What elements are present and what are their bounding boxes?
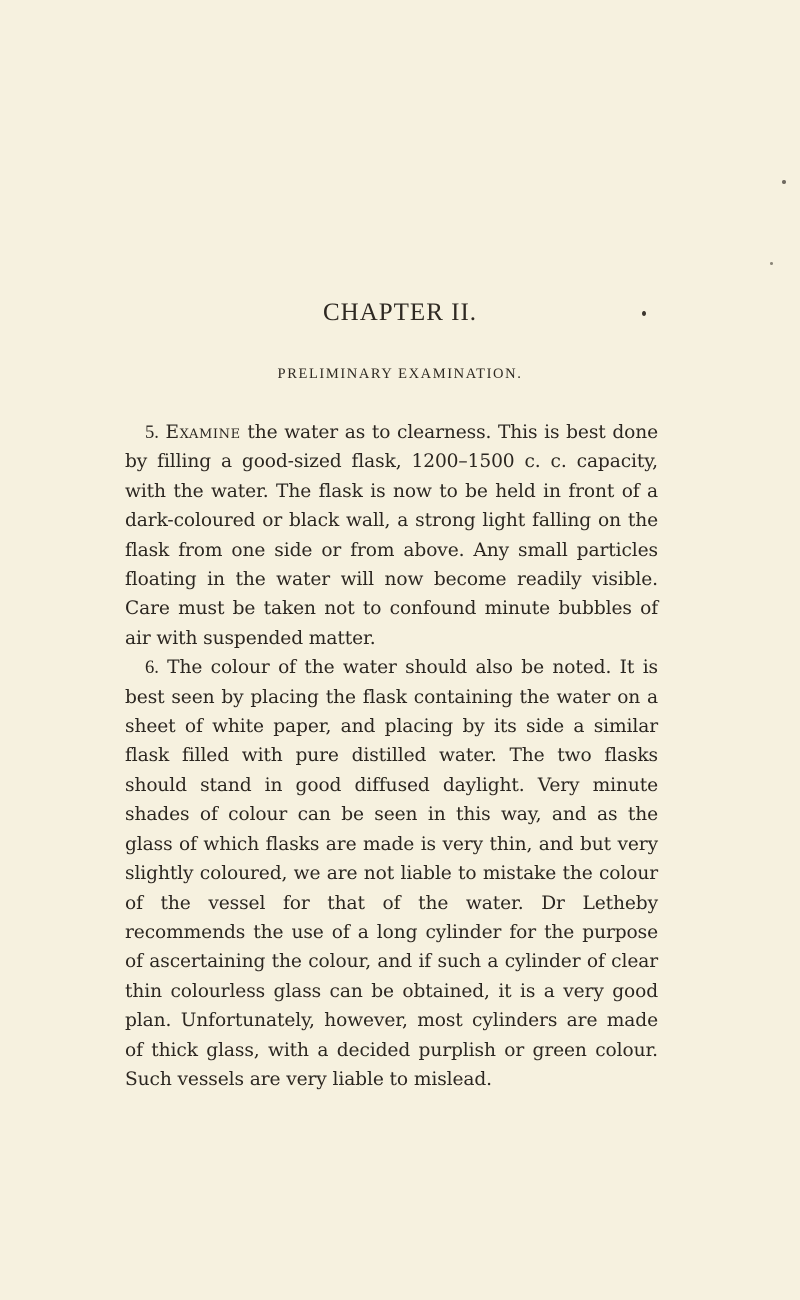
paragraph-5 — [125, 418, 658, 653]
paragraph-number: 6. — [145, 657, 159, 679]
paragraph-text: The colour of the water should also be noted. It is best seen by placing the flask containing the water on a sheet of white paper, and placing by its side a similar flask filled with pure distilled water. The two flasks should stand in good diffused daylight. Very minute shades of colour can be seen in this way, and as the glass of which flasks are made is very thin, and but very slightly coloured, we are not liable to mistake the colour of the vessel for that of the water. Dr Letheby recommends the use of a long cylinder for the purpose of ascertaining the colour, and if such a cylinder of clear thin colourless glass can be obtained, it is a very good plan. Unfortunately, however, most cylinders are made of thick glass, with a decided purplish or green colour. Such vessels are very liable to mislead. — [125, 657, 658, 1090]
page-speck — [770, 262, 773, 265]
page-speck — [782, 180, 786, 184]
paragraph-6 — [125, 653, 658, 1094]
section-title: PRELIMINARY EXAMINATION. — [277, 366, 523, 382]
paragraph-text: the water as to clearness. This is best done by filling a good-sized flask, 1200–1500 c. c. capacity, with the water. The flask is now to be held in front of a dark-coloured or black wall, a strong light falling on the flask from one side or from above. Any small particles floating in the water will now become readily visible. Care must be taken not to confound minute bubbles of air with suspended matter. — [125, 422, 659, 649]
paragraph-lead-word: Examine — [165, 422, 241, 443]
paragraph-number: 5. — [145, 422, 159, 443]
chapter-title: CHAPTER II. — [322, 299, 478, 326]
body-text — [125, 418, 658, 1094]
